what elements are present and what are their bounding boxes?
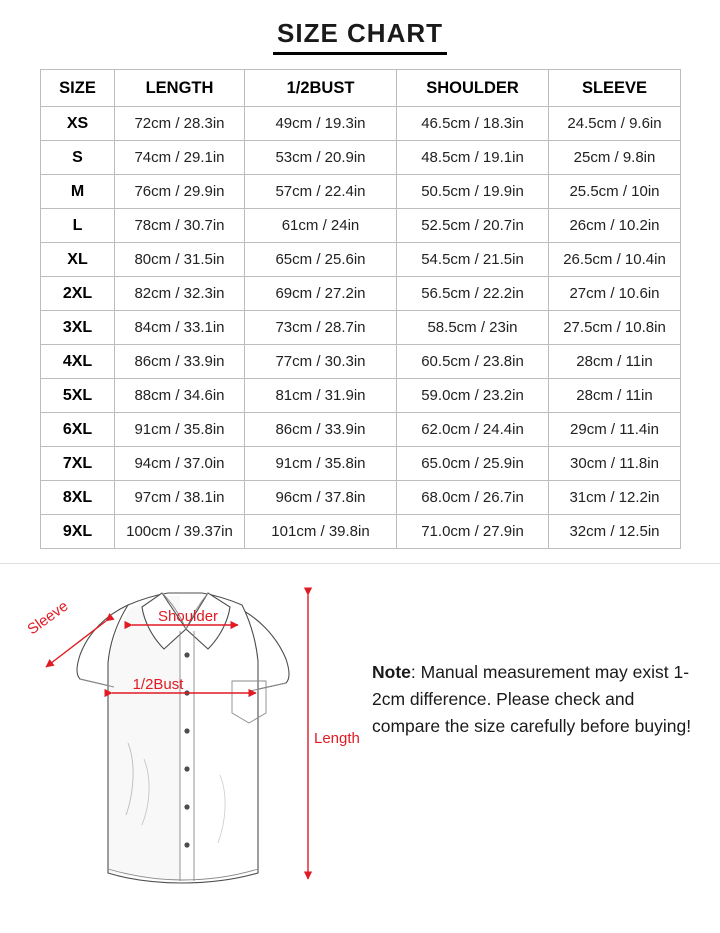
measurement-note xyxy=(372,659,692,740)
cell-size: L xyxy=(41,209,115,243)
table-row xyxy=(41,447,681,481)
shirt-illustration xyxy=(10,563,360,923)
cell-length: 80cm / 31.5in xyxy=(115,243,245,277)
cell-sleeve: 26cm / 10.2in xyxy=(549,209,681,243)
cell-length: 78cm / 30.7in xyxy=(115,209,245,243)
size-chart-table xyxy=(40,69,681,549)
cell-bust: 101cm / 39.8in xyxy=(245,515,397,549)
table-header-row xyxy=(41,70,681,107)
cell-size: 4XL xyxy=(41,345,115,379)
column-header-length: LENGTH xyxy=(115,70,245,107)
column-header-sleeve: SLEEVE xyxy=(549,70,681,107)
cell-length: 91cm / 35.8in xyxy=(115,413,245,447)
cell-bust: 49cm / 19.3in xyxy=(245,107,397,141)
cell-shoulder: 58.5cm / 23in xyxy=(397,311,549,345)
cell-length: 74cm / 29.1in xyxy=(115,141,245,175)
cell-shoulder: 46.5cm / 18.3in xyxy=(397,107,549,141)
cell-size: 6XL xyxy=(41,413,115,447)
cell-sleeve: 26.5cm / 10.4in xyxy=(549,243,681,277)
cell-bust: 65cm / 25.6in xyxy=(245,243,397,277)
cell-size: 9XL xyxy=(41,515,115,549)
cell-length: 100cm / 39.37in xyxy=(115,515,245,549)
cell-bust: 69cm / 27.2in xyxy=(245,277,397,311)
label-shoulder: Shoulder xyxy=(158,608,219,625)
cell-bust: 61cm / 24in xyxy=(245,209,397,243)
cell-bust: 73cm / 28.7in xyxy=(245,311,397,345)
page-title-container xyxy=(0,0,720,55)
cell-size: XS xyxy=(41,107,115,141)
cell-length: 88cm / 34.6in xyxy=(115,379,245,413)
cell-bust: 96cm / 37.8in xyxy=(245,481,397,515)
table-row xyxy=(41,413,681,447)
cell-sleeve: 28cm / 11in xyxy=(549,345,681,379)
cell-shoulder: 71.0cm / 27.9in xyxy=(397,515,549,549)
column-header-shoulder: SHOULDER xyxy=(397,70,549,107)
cell-size: 5XL xyxy=(41,379,115,413)
table-row xyxy=(41,311,681,345)
cell-size: M xyxy=(41,175,115,209)
cell-shoulder: 65.0cm / 25.9in xyxy=(397,447,549,481)
cell-bust: 53cm / 20.9in xyxy=(245,141,397,175)
page-title: SIZE CHART xyxy=(273,18,447,55)
cell-sleeve: 28cm / 11in xyxy=(549,379,681,413)
cell-shoulder: 52.5cm / 20.7in xyxy=(397,209,549,243)
cell-shoulder: 68.0cm / 26.7in xyxy=(397,481,549,515)
measurement-diagram-section xyxy=(0,563,720,933)
table-row xyxy=(41,243,681,277)
cell-sleeve: 25cm / 9.8in xyxy=(549,141,681,175)
label-length: Length xyxy=(314,730,360,747)
table-row xyxy=(41,379,681,413)
cell-sleeve: 25.5cm / 10in xyxy=(549,175,681,209)
table-row xyxy=(41,175,681,209)
table-row xyxy=(41,107,681,141)
label-bust: 1/2Bust xyxy=(132,676,184,693)
cell-shoulder: 59.0cm / 23.2in xyxy=(397,379,549,413)
cell-shoulder: 50.5cm / 19.9in xyxy=(397,175,549,209)
cell-sleeve: 30cm / 11.8in xyxy=(549,447,681,481)
label-sleeve: Sleeve xyxy=(24,597,72,639)
cell-size: 8XL xyxy=(41,481,115,515)
cell-bust: 77cm / 30.3in xyxy=(245,345,397,379)
size-chart-table-container xyxy=(0,55,720,549)
table-row xyxy=(41,345,681,379)
cell-size: 3XL xyxy=(41,311,115,345)
cell-shoulder: 62.0cm / 24.4in xyxy=(397,413,549,447)
cell-shoulder: 48.5cm / 19.1in xyxy=(397,141,549,175)
table-row xyxy=(41,277,681,311)
cell-sleeve: 31cm / 12.2in xyxy=(549,481,681,515)
cell-length: 84cm / 33.1in xyxy=(115,311,245,345)
table-row xyxy=(41,141,681,175)
table-row xyxy=(41,209,681,243)
cell-shoulder: 56.5cm / 22.2in xyxy=(397,277,549,311)
cell-length: 72cm / 28.3in xyxy=(115,107,245,141)
table-row xyxy=(41,481,681,515)
cell-shoulder: 54.5cm / 21.5in xyxy=(397,243,549,277)
cell-length: 94cm / 37.0in xyxy=(115,447,245,481)
cell-sleeve: 29cm / 11.4in xyxy=(549,413,681,447)
cell-sleeve: 27.5cm / 10.8in xyxy=(549,311,681,345)
cell-bust: 81cm / 31.9in xyxy=(245,379,397,413)
cell-sleeve: 27cm / 10.6in xyxy=(549,277,681,311)
column-header-bust: 1/2BUST xyxy=(245,70,397,107)
column-header-size: SIZE xyxy=(41,70,115,107)
note-text: : Manual measurement may exist 1-2cm difference. Please check and compare the size carefully before buying! xyxy=(372,662,692,737)
cell-size: 7XL xyxy=(41,447,115,481)
cell-sleeve: 24.5cm / 9.6in xyxy=(549,107,681,141)
cell-size: S xyxy=(41,141,115,175)
cell-length: 82cm / 32.3in xyxy=(115,277,245,311)
cell-sleeve: 32cm / 12.5in xyxy=(549,515,681,549)
cell-length: 76cm / 29.9in xyxy=(115,175,245,209)
cell-bust: 57cm / 22.4in xyxy=(245,175,397,209)
cell-bust: 86cm / 33.9in xyxy=(245,413,397,447)
cell-size: 2XL xyxy=(41,277,115,311)
note-lead: Note xyxy=(372,662,411,682)
cell-shoulder: 60.5cm / 23.8in xyxy=(397,345,549,379)
cell-size: XL xyxy=(41,243,115,277)
cell-bust: 91cm / 35.8in xyxy=(245,447,397,481)
cell-length: 86cm / 33.9in xyxy=(115,345,245,379)
table-row xyxy=(41,515,681,549)
cell-length: 97cm / 38.1in xyxy=(115,481,245,515)
